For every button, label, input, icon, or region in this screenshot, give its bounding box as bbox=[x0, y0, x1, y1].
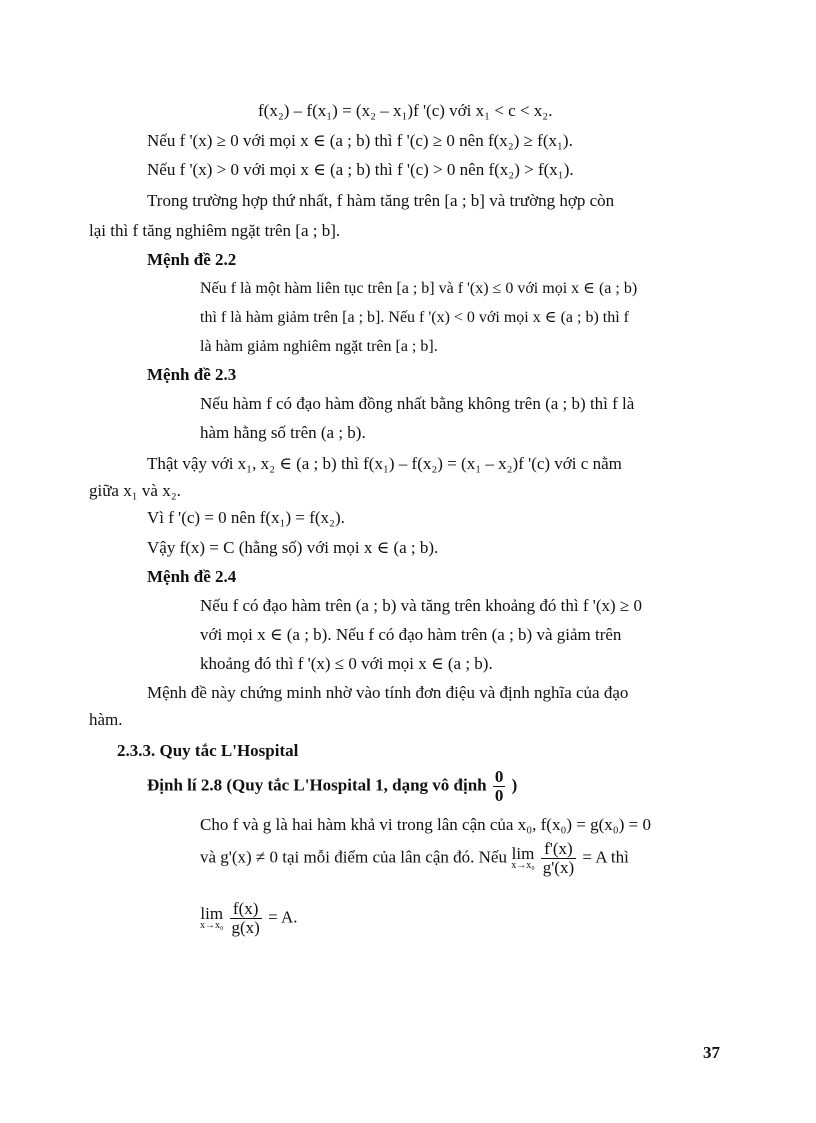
text-line: thì f là hàm giảm trên [a ; b]. Nếu f '(x) < 0 với mọi x ∈ (a ; b) thì f bbox=[200, 309, 629, 326]
text-line: lại thì f tăng nghiêm ngặt trên [a ; b]. bbox=[89, 221, 341, 240]
text-line: Nếu f '(x) ≥ 0 với mọi x ∈ (a ; b) thì f '(c) ≥ 0 nên f(x₂) ≥ f(x₁). bbox=[147, 131, 573, 150]
heading-proposition-2-4: Mệnh đề 2.4 bbox=[147, 567, 237, 586]
derivative-ratio-fraction bbox=[541, 840, 576, 877]
fraction-denominator: 0 bbox=[494, 786, 504, 805]
theorem-title: Định lí 2.8 (Quy tắc L'Hospital 1, dạng vô định bbox=[147, 775, 487, 795]
text-line: Nếu f '(x) > 0 với mọi x ∈ (a ; b) thì f '(c) > 0 nên f(x₂) > f(x₁). bbox=[147, 160, 574, 179]
limit-word: lim bbox=[200, 903, 224, 923]
text-line: khoảng đó thì f '(x) ≤ 0 với mọi x ∈ (a ; b). bbox=[200, 654, 493, 673]
text-line: giữa x₁ và x₂. bbox=[89, 481, 181, 500]
section-heading-lhospital: 2.3.3. Quy tắc L'Hospital bbox=[117, 741, 299, 760]
theorem-2-8-heading bbox=[147, 768, 517, 805]
text-line: Nếu f có đạo hàm trên (a ; b) và tăng trên khoảng đó thì f '(x) ≥ 0 bbox=[200, 596, 642, 615]
page-number: 37 bbox=[703, 1043, 720, 1062]
heading-proposition-2-3: Mệnh đề 2.3 bbox=[147, 365, 237, 384]
text-line: hàm. bbox=[89, 710, 123, 729]
text-line: là hàm giảm nghiêm ngặt trên [a ; b]. bbox=[200, 338, 438, 355]
text-line: Nếu hàm f có đạo hàm đồng nhất bằng không trên (a ; b) thì f là bbox=[200, 394, 635, 413]
text-fragment: và g'(x) ≠ 0 tại mỗi điểm của lân cận đó. Nếu bbox=[200, 847, 507, 867]
text-line: Vì f '(c) = 0 nên f(x₁) = f(x₂). bbox=[147, 508, 345, 527]
fraction-numerator: f'(x) bbox=[541, 840, 576, 859]
text-line: Nếu f là một hàm liên tục trên [a ; b] và f '(x) ≤ 0 với mọi x ∈ (a ; b) bbox=[200, 280, 638, 297]
fraction-numerator: f(x) bbox=[230, 900, 262, 919]
function-ratio-fraction bbox=[230, 900, 262, 937]
text-line: với mọi x ∈ (a ; b). Nếu f có đạo hàm trên (a ; b) và giảm trên bbox=[200, 625, 622, 644]
text-line: Thật vậy với x₁, x₂ ∈ (a ; b) thì f(x₁) – f(x₂) = (x₁ – x₂)f '(c) với c nằm bbox=[147, 454, 622, 473]
fraction-denominator: g'(x) bbox=[542, 858, 575, 877]
text-line: Cho f và g là hai hàm khả vi trong lân cận của x₀, f(x₀) = g(x₀) = 0 bbox=[200, 815, 651, 834]
text-fragment: = A thì bbox=[582, 847, 629, 867]
text-fragment: = A. bbox=[268, 907, 298, 927]
text-line: Vậy f(x) = C (hằng số) với mọi x ∈ (a ; b). bbox=[147, 538, 439, 557]
theorem-condition-line bbox=[200, 840, 629, 877]
limit-operator bbox=[200, 903, 224, 931]
limit-subscript: x→x₀ bbox=[200, 919, 224, 931]
limit-operator bbox=[511, 843, 535, 871]
text-line: Mệnh đề này chứng minh nhờ vào tính đơn điệu và định nghĩa của đạo bbox=[147, 683, 629, 702]
fraction-denominator: g(x) bbox=[231, 918, 260, 937]
theorem-conclusion-line bbox=[200, 900, 298, 937]
limit-subscript: x→x₀ bbox=[511, 859, 535, 871]
limit-word: lim bbox=[511, 843, 535, 863]
text-line: Trong trường hợp thứ nhất, f hàm tăng trên [a ; b] và trường hợp còn bbox=[147, 191, 615, 210]
equation-mean-value: f(x₂) – f(x₁) = (x₂ – x₁)f '(c) với x₁ < c < x₂. bbox=[258, 101, 553, 120]
text-line: hàm hằng số trên (a ; b). bbox=[200, 423, 366, 442]
fraction-numerator: 0 bbox=[494, 767, 504, 786]
indeterminate-fraction bbox=[493, 768, 506, 805]
theorem-title-close: ) bbox=[511, 775, 518, 795]
heading-proposition-2-2: Mệnh đề 2.2 bbox=[147, 250, 237, 269]
